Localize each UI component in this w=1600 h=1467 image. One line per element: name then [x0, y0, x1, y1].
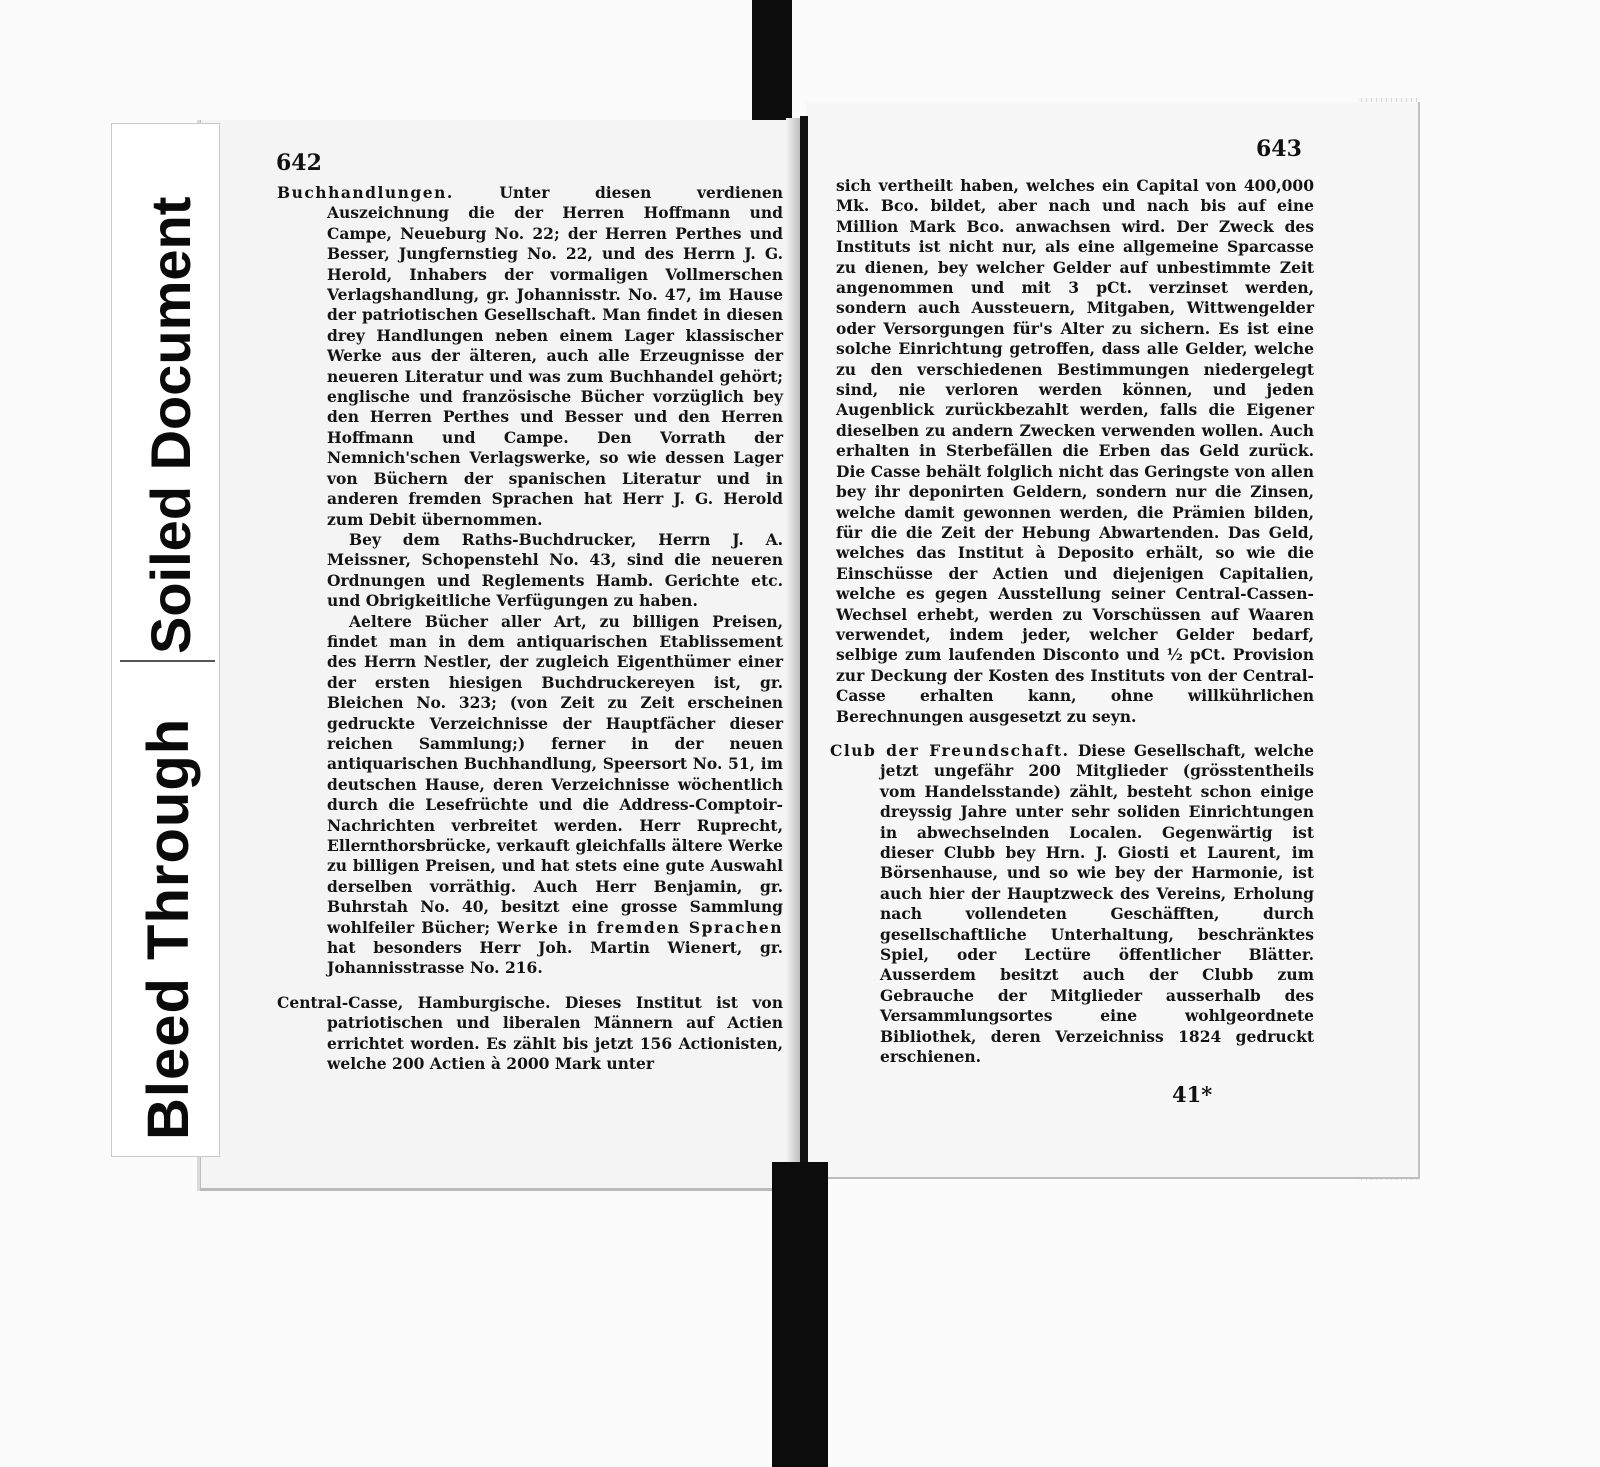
paragraph-aeltere-buecher [277, 612, 783, 979]
entry-buchhandlungen [277, 183, 783, 530]
paragraph-meissner: Bey dem Raths-Buchdrucker, Herrn J. A. Meissner, Schopenstehl No. 43, sind die neueren Ordnungen und Reglements Hamb. Gerichte etc. und Obrigkeitliche Verfügungen zu haben. [327, 529, 783, 611]
paragraph-spaced-text: Werke in fremden Sprachen [497, 917, 783, 937]
entry-heading: Buchhandlungen. [277, 183, 454, 202]
label-soiled-document: Soiled Document [139, 196, 202, 654]
entry-text: Dieses Institut ist von patriotischen und liberalen Männern auf Actien errichtet worden. Es zählt bis jetzt 156 Actionisten, welche 200 Actien à 2000 Mark unter [327, 992, 783, 1074]
gutter-shadow [786, 118, 800, 1178]
binding-strip-bottom [772, 1162, 828, 1467]
right-page-number: 643 [1256, 136, 1302, 162]
left-page-number: 642 [276, 150, 322, 176]
label-separator [120, 660, 215, 662]
left-text-column [277, 183, 783, 1074]
label-bleed-through: Bleed Through [136, 717, 201, 1140]
binding-strip-top [752, 0, 792, 125]
entry-text: Diese Gesellschaft, welche jetzt ungefähr 200 Mitglieder (grösstentheils vom Handelsstande) zählt, besteht schon einige dreyssig Jahre unter sehr soliden Einrichtungen in abwechselnden Localen. Gegenwärtig ist dieser Clubb bey Hrn. J. Giosti et Laurent, im Börsenhause, und so wie bey der Harmonie, ist auch hier der Hauptzweck des Vereins, Erholung nach vollendeten Geschäfften, durch gesellschaftliche Unterhaltung, beschränktes Spiel, oder Lectüre öffentlicher Blätter. Ausserdem besitzt auch der Clubb zum Gebrauche der Mitglieder ausserhalb des Versammlungsortes eine wohlgeordnete Bibliothek, deren Verzeichniss 1824 gedruckt erschienen. [880, 740, 1314, 1067]
paragraph-tail: hat besonders Herr Joh. Martin Wienert, gr. Johannisstrasse No. 216. [327, 938, 783, 978]
book-gutter [800, 116, 808, 1178]
entry-text: Unter diesen verdienen Auszeichnung die der Herren Hoffmann und Campe, Neueburg No. 22; der Herren Perthes und Besser, Jungfernstieg No. 22, und des Herrn J. G. Herold, Inhabers der vormaligen Vollmerschen Verlagshandlung, gr. Johannisstr. No. 47, im Hause der patriotischen Gesellschaft. Man findet in diesen drey Handlungen neben einem Lager klassischer Werke aus der älteren, auch alle Erzeugnisse der neueren Literatur und was zum Buchhandel gehört; englische und französische Bücher vorzüglich bey den Herren Perthes und Besser und den Herren Hoffmann und Campe. Den Vorrath der Nemnich'schen Verlagswerke, so wie dessen Lager von Büchern der spanischen Literatur und in anderen fremden Sprachen hat Herr J. G. Herold zum Debit übernommen. [327, 183, 783, 529]
entry-heading: Club der Freundschaft. [830, 740, 1070, 760]
entry-central-casse [277, 993, 783, 1075]
paragraph-text: Aeltere Bücher aller Art, zu billigen Preisen, findet man in dem antiquarischen Etablissement des Herrn Nestler, der zugleich Eigenthümer einer der ersten hiesigen Buchdruckereyen ist, gr. Bleichen No. 323; (von Zeit zu Zeit erscheinen gedruckte Verzeichnisse der Hauptfächer dieser reichen Sammlung;) ferner in der neuen antiquarischen Buchhandlung, Speersort No. 51, im deutschen Hause, deren Verzeichnisse wöchentlich durch die Lesefrüchte und die Address-Comptoir-Nachrichten verbreitet werden. Herr Ruprecht, Ellernthorsbrücke, verkauft gleichfalls ältere Werke zu billigen Preisen, und hat stets eine gute Auswahl derselben vorräthig. Auch Herr Benjamin, gr. Buhrstah No. 40, besitzt eine grosse Sammlung wohlfeiler Bücher; [327, 611, 783, 937]
paragraph-central-casse-continued: sich vertheilt haben, welches ein Capital von 400,000 Mk. Bco. bildet, aber nach und nach bis auf eine Million Mark Bco. anwachsen wird. Der Zweck des Instituts ist nicht nur, als eine allgemeine Sparcasse zu dienen, bey welcher Gelder auf unbestimmte Zeit angenommen und mit 3 pCt. verzinset werden, sondern auch Aussteuern, Mitgaben, Wittwengelder oder Versorgungen für's Alter zu sichern. Es ist eine solche Einrichtung getroffen, dass alle Gelder, welche zu den verschiedenen Bestimmungen niedergelegt sind, nie verloren werden können, und jeden Augenblick zurückbezahlt werden, falls die Eigener dieselben zu andern Zwecken verwenden wollen. Auch erhalten in Sterbefällen die Erben das Geld zurück. Die Casse behält folglich nicht das Geringste von allen bey ihr deponirten Geldern, sondern nur die Zinsen, welche damit gewonnen werden, die Prämien bilden, für die die Zeit der Hebung Abwartenden. Das Geld, welches das Institut à Deposito erhält, so wie die Einschüsse der Actien und diejenigen Capitalien, welche es gegen Ausstellung seiner Central-Cassen-Wechsel erhebt, werden zu Vorschüssen auf Waaren verwendet, indem jeder, welcher Gelder bedarf, selbige zum laufenden Disconto und ½ pCt. Provision zur Deckung der Kosten des Instituts von der Central-Casse erhalten kann, ohne willkührlichen Berechnungen ausgesetzt zu seyn. [836, 176, 1314, 726]
right-text-column [830, 176, 1314, 1067]
entry-heading: Central-Casse, Hamburgische. [277, 992, 551, 1012]
signature-mark: 41* [1172, 1082, 1213, 1107]
entry-club-der-freundschaft [830, 741, 1314, 1068]
